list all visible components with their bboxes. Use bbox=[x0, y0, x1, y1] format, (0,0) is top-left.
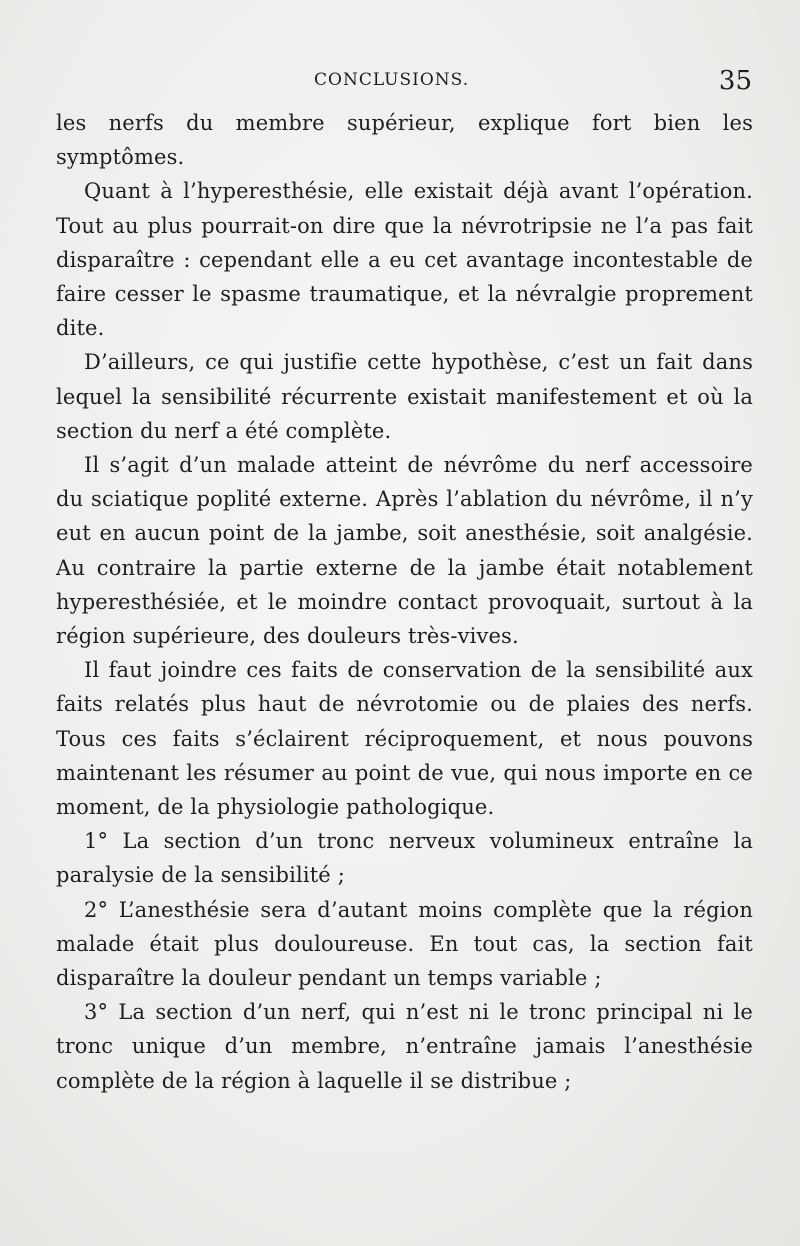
paragraph: D’ailleurs, ce qui justifie cette hypothèse, c’est un fait dans lequel la sensibilité récurrente existait manifestement et où la section du nerf a été complète. bbox=[56, 350, 753, 443]
running-title: CONCLUSIONS. bbox=[314, 70, 470, 90]
paragraph-continued: les nerfs du membre supérieur, explique fort bien les symptômes. bbox=[56, 111, 753, 170]
running-head bbox=[0, 66, 800, 96]
conclusion-item-1: 1° La section d’un tronc nerveux volumineux entraîne la paralysie de la sensibilité ; bbox=[56, 829, 753, 888]
conclusion-item-3: 3° La section d’un nerf, qui n’est ni le tronc principal ni le tronc unique d’un membre, n’entraîne jamais l’anesthésie complète de la région à laquelle il se distribue ; bbox=[56, 1000, 753, 1093]
conclusion-item-2: 2° L’anesthésie sera d’autant moins complète que la région malade était plus douloureuse. En tout cas, la section fait disparaître la douleur pendant un temps variable ; bbox=[56, 897, 753, 991]
paragraph: Quant à l’hyperesthésie, elle existait déjà avant l’opération. Tout au plus pourrait-on dire que la névrotripsie ne l’a pas fait disparaître : cependant elle a eu cet avantage incontestable de faire cesser le spasme traumatique, et la névralgie proprement dite. bbox=[56, 179, 753, 341]
page-number: 35 bbox=[718, 66, 752, 96]
paragraph: Il s’agit d’un malade atteint de névrôme du nerf accessoire du sciatique poplité externe. Après l’ablation du névrôme, il n’y eut en aucun point de la jambe, soit anesthésie, soit analgésie. Au contraire la partie externe de la jambe était notablement hyperesthésiée, et le moindre contact provoquait, surtout à la région supérieure, des douleurs très-vives. bbox=[56, 453, 753, 649]
body-text bbox=[56, 106, 753, 1098]
paragraph: Il faut joindre ces faits de conservation de la sensibilité aux faits relatés plus haut de névrotomie ou de plaies des nerfs. Tous ces faits s’éclairent réciproquement, et nous pouvons maintenant les résumer au point de vue, qui nous importe en ce moment, de la physiologie pathologique. bbox=[56, 658, 753, 820]
